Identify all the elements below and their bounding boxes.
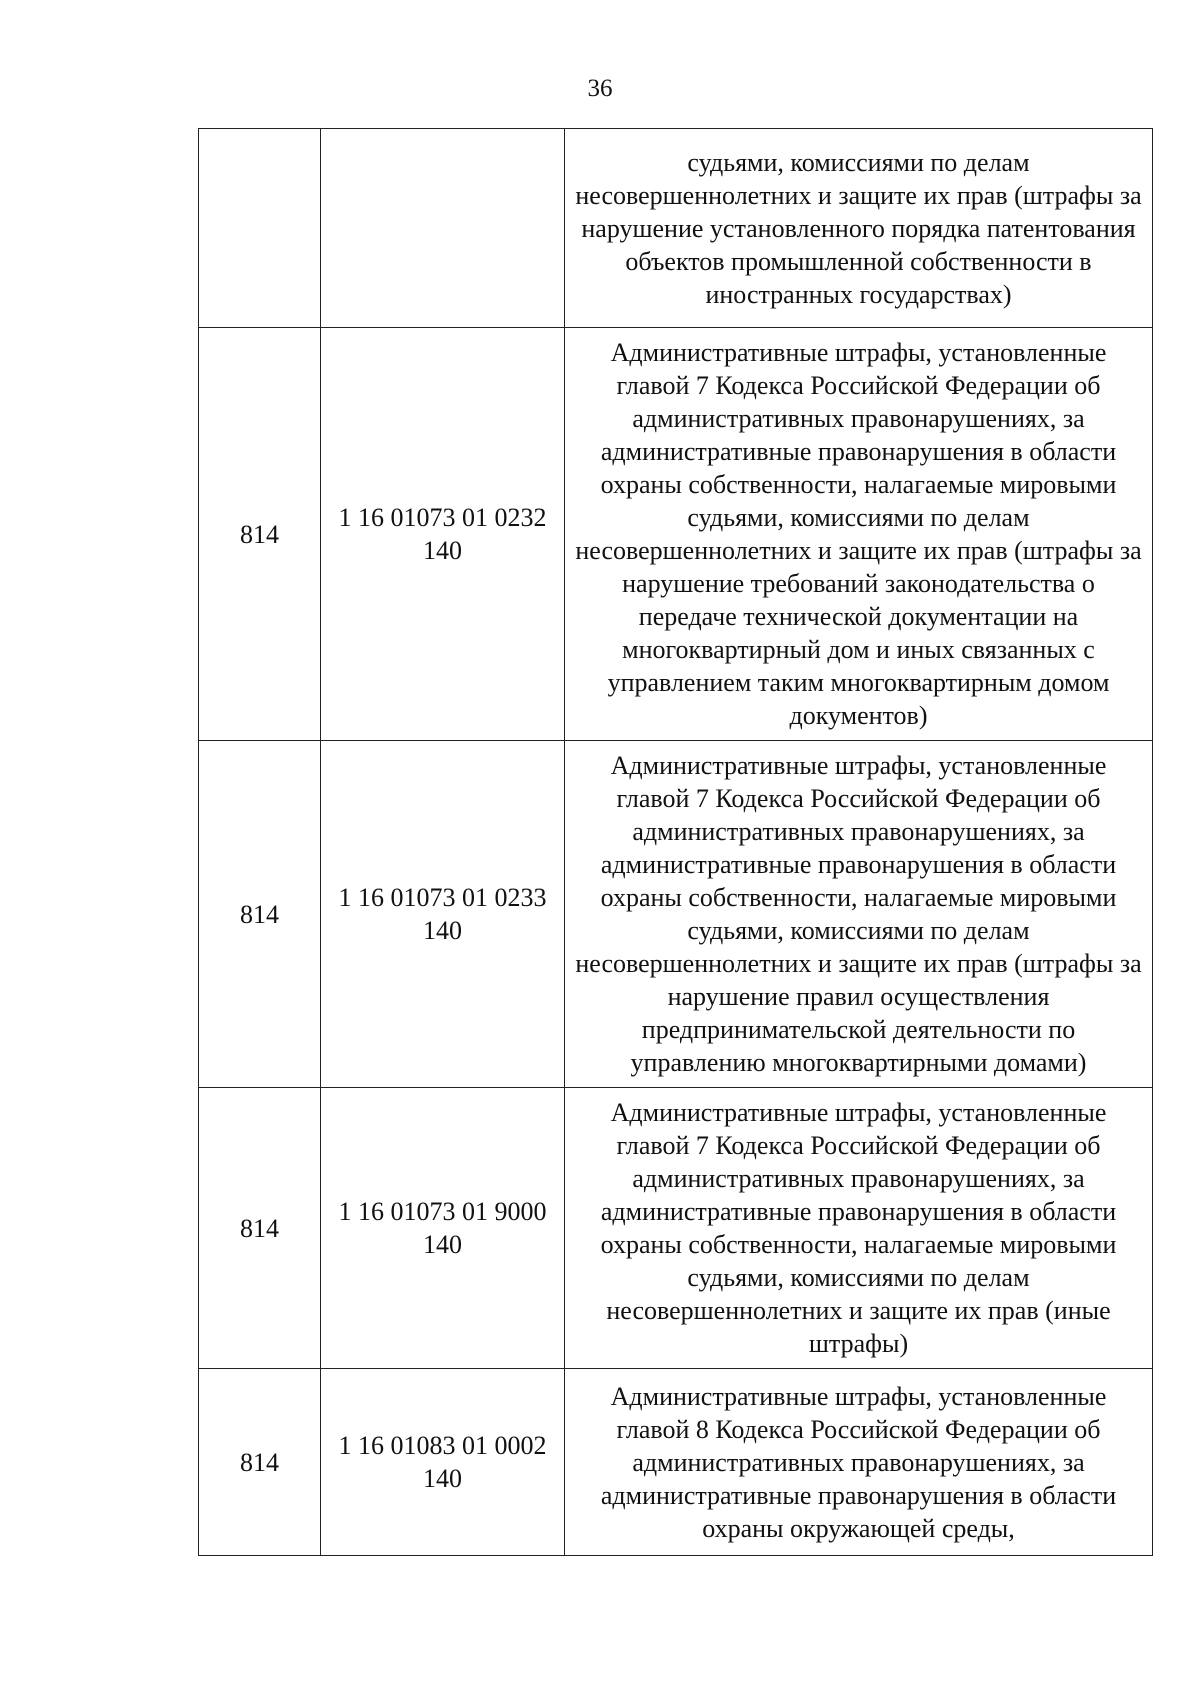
admin-code-cell: 814	[199, 1088, 321, 1369]
kbk-code-cell	[321, 741, 565, 1088]
description-cell: Административные штрафы, установленные главой 7 Кодекса Российской Федерации об административных правонарушениях, за административные правонарушения в области охраны собственности, налагаемые мировыми судьями, комиссиями по делам несовершеннолетних и защите их прав (штрафы за нарушение требований законодательства о передаче технической документации на многоквартирный дом и иных связанных с управлением таким многоквартирным домом документов)	[565, 328, 1153, 741]
admin-code-cell: 814	[199, 328, 321, 741]
kbk-code-line1: 1 16 01073 01 9000	[338, 1197, 547, 1226]
kbk-code-line1: 1 16 01083 01 0002	[338, 1431, 547, 1460]
table-row	[199, 328, 1153, 741]
kbk-code-line1: 1 16 01073 01 0233	[338, 883, 547, 912]
kbk-code-cell	[321, 1369, 565, 1556]
description-cell: Административные штрафы, установленные главой 7 Кодекса Российской Федерации об административных правонарушениях, за административные правонарушения в области охраны собственности, налагаемые мировыми судьями, комиссиями по делам несовершеннолетних и защите их прав (штрафы за нарушение правил осуществления предпринимательской деятельности по управлению многоквартирными домами)	[565, 741, 1153, 1088]
description-cell: Административные штрафы, установленные главой 7 Кодекса Российской Федерации об административных правонарушениях, за административные правонарушения в области охраны собственности, налагаемые мировыми судьями, комиссиями по делам несовершеннолетних и защите их прав (иные штрафы)	[565, 1088, 1153, 1369]
kbk-code-line1: 1 16 01073 01 0232	[338, 503, 547, 532]
kbk-code-cell	[321, 1088, 565, 1369]
kbk-code-line2: 140	[423, 916, 462, 945]
budget-classification-table	[198, 128, 1153, 1556]
table-row	[199, 1369, 1153, 1556]
kbk-code-line2: 140	[423, 1464, 462, 1493]
admin-code-cell: 814	[199, 1369, 321, 1556]
table-row	[199, 129, 1153, 328]
kbk-code-line2: 140	[423, 1230, 462, 1259]
kbk-code-line2: 140	[423, 536, 462, 565]
description-cell: Административные штрафы, установленные главой 8 Кодекса Российской Федерации об административных правонарушениях, за административные правонарушения в области охраны окружающей среды,	[565, 1369, 1153, 1556]
kbk-code-cell	[321, 129, 565, 328]
table-row	[199, 741, 1153, 1088]
page-number: 36	[587, 75, 613, 102]
description-cell: судьями, комиссиями по делам несовершеннолетних и защите их прав (штрафы за нарушение установленного порядка патентования объектов промышленной собственности в иностранных государствах)	[565, 129, 1153, 328]
admin-code-cell	[199, 129, 321, 328]
admin-code-cell: 814	[199, 741, 321, 1088]
kbk-code-cell	[321, 328, 565, 741]
table-row	[199, 1088, 1153, 1369]
